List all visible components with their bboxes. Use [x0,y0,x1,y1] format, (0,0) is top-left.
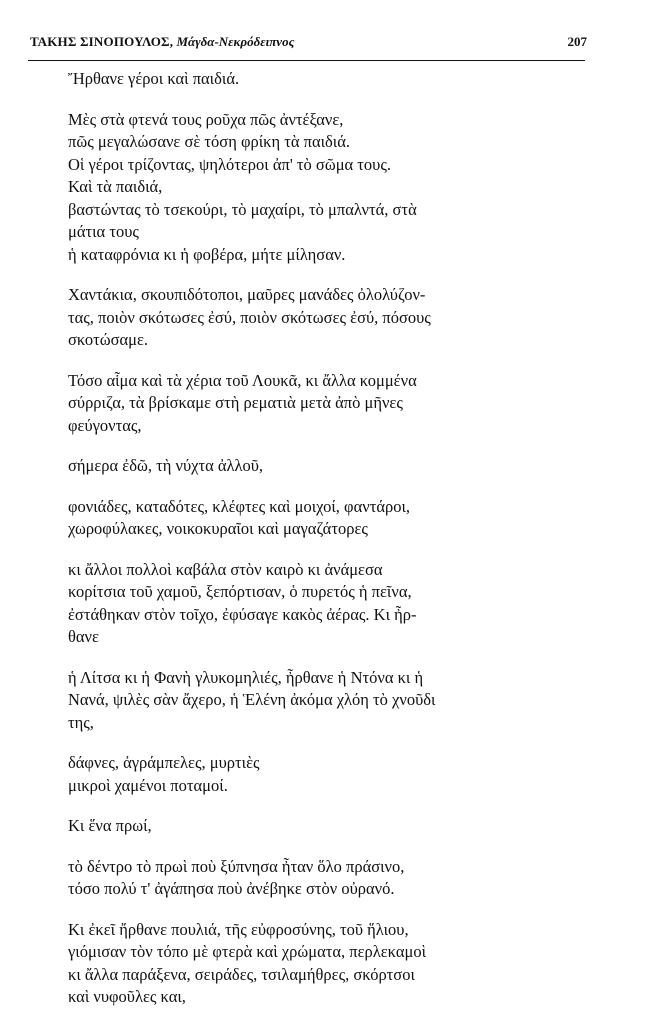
poem-line: Χαντάκια, σκουπιδότοποι, μαῦρες μανάδες ὀλολύζον- [68,285,426,304]
poem-line: δάφνες, ἀγράμπελες, μυρτιὲς [68,753,260,772]
poem-line: χωροφύλακες, νοικοκυραῖοι καὶ μαγαζάτορες [68,519,368,538]
page-number: 207 [567,34,587,49]
poem-line: γιόμισαν τὸν τόπο μὲ φτερὰ καὶ χρώματα, περλεκαμοὶ [68,942,427,961]
poem-line: Ἤρθανε γέροι καὶ παιδιά. [68,69,240,88]
poem-line: τὸ δέντρο τὸ πρωὶ ποὺ ξύπνησα ἦταν ὅλο πράσινο, [68,856,405,876]
stanza [68,109,538,267]
poem-line: φεύγοντας, [68,415,142,435]
stanza [68,284,538,352]
stanza [68,667,538,735]
stanza [68,496,538,541]
stanza [68,68,538,91]
poem-line: Οἱ γέροι τρίζοντας, ψηλότεροι ἀπ' τὸ σῶμα τους. [68,154,392,174]
stanza [68,455,538,478]
poem-line: κι ἄλλα παράξενα, σειράδες, τσιλαμήθρες, σκόρτσοι [68,964,415,984]
stanza [68,559,538,649]
stanza [68,919,538,1009]
poem-line: πῶς μεγαλώσανε σὲ τόση φρίκη τὰ παιδιά. [68,132,351,151]
poem-line: Κι ἕνα πρωί, [68,816,152,835]
poem-line: κορίτσια τοῦ χαμοῦ, ξεπόρτισαν, ὁ πυρετός ἡ πεῖνα, [68,582,412,601]
poem-line: βαστώντας τὸ τσεκούρι, τὸ μαχαίρι, τὸ μπαλντά, στὰ [68,199,417,219]
poem-line: θανε [68,627,99,646]
poem-line: τας, ποιὸν σκότωσες ἐσύ, ποιὸν σκότωσες ἐσύ, πόσους [68,307,431,327]
poem-body [68,68,538,1027]
work-title: Μάγδα-Νεκρόδειπνος [176,34,295,49]
poem-line: Μὲς στὰ φτενά τους ροῦχα πῶς ἀντέξανε, [68,109,344,129]
poem-line: σήμερα ἐδῶ, τὴ νύχτα ἀλλοῦ, [68,456,264,475]
stanza [68,752,538,797]
poem-line: ἡ καταφρόνια κι ἡ φοβέρα, μήτε μίλησαν. [68,244,346,264]
running-header [30,34,587,50]
poem-line: Τόσο αἷμα καὶ τὰ χέρια τοῦ Λουκᾶ, κι ἄλλα κομμένα [68,370,417,390]
poem-line: φονιάδες, καταδότες, κλέφτες καὶ μοιχοί, φαντάροι, [68,496,411,516]
stanza [68,370,538,438]
poem-line: τόσο πολύ τ' ἀγάπησα ποὺ ἀνέβηκε στὸν οὐρανό. [68,879,395,898]
poem-line: σκοτώσαμε. [68,330,149,349]
poem-line: μικροὶ χαμένοι ποταμοί. [68,775,228,795]
header-rule [28,60,585,61]
poem-line: κι ἄλλοι πολλοὶ καβάλα στὸν καιρὸ κι ἀνάμεσα [68,559,383,579]
poem-line: ἡ Λίτσα κι ἡ Φανὴ γλυκομηλιές, ἦρθανε ἡ Ντόνα κι ἡ [68,667,424,687]
poem-line: Κι ἐκεῖ ἤρθανε πουλιά, τῆς εὐφροσύνης, τοῦ ἥλιου, [68,919,409,939]
poem-line: της, [68,712,94,732]
poem-line: μάτια τους [68,222,139,241]
poem-line: σύρριζα, τὰ βρίσκαμε στὴ ρεματιὰ μετὰ ἀπὸ μῆνες [68,393,403,412]
poem-line: Καὶ τὰ παιδιά, [68,177,163,196]
poem-line: Νανά, ψιλὲς σὰν ἄχερο, ἡ Ἑλένη ἀκόμα χλόη τὸ χνοῦδι [68,690,436,709]
poem-line: ἐστάθηκαν στὸν τοῖχο, ἐφύσαγε κακὸς ἀέρας. Κι ἦρ- [68,604,417,624]
poem-line: καὶ νυφοῦλες και, [68,987,186,1006]
stanza [68,815,538,838]
author-name: ΤΑΚΗΣ ΣΙΝΟΠΟΥΛΟΣ, [30,34,174,49]
stanza [68,856,538,901]
